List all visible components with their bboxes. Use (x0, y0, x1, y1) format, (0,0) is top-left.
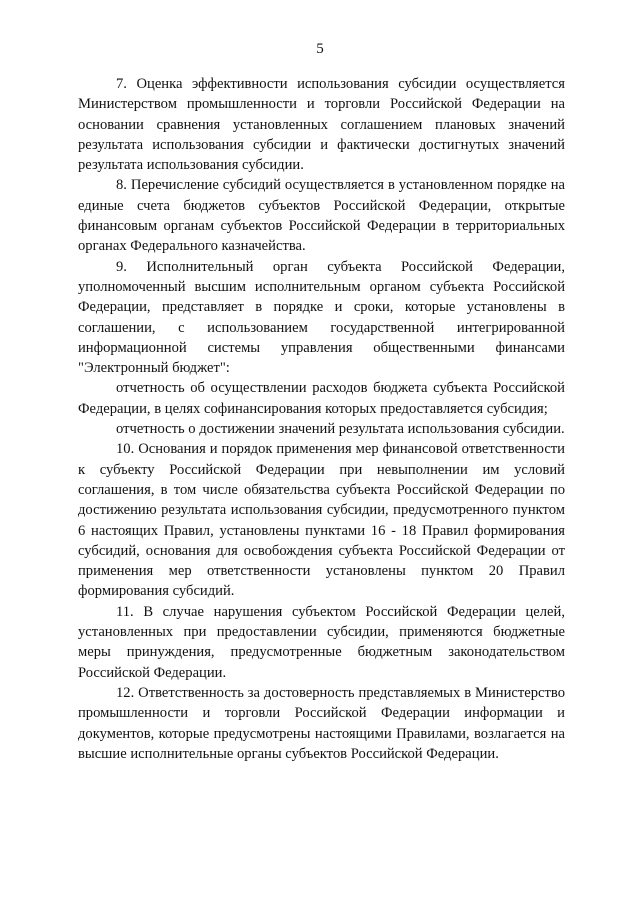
paragraph-7-evaluation: 7. Оценка эффективности использования субсидии осуществляется Министерством промышленности и торговли Российской Федерации на основании сравнения установленных соглашением плановых значений результата использования субсидии и фактически достигнутых значений результата использования субсидии. (78, 76, 565, 174)
paragraph-9-reporting: 9. Исполнительный орган субъекта Российской Федерации, уполномоченный высшим исполнительным органом субъекта Российской Федерации, представляет в порядке и сроки, которые установлены в соглашении, с использованием государственной интегрированной информационной системы управления общественными финансами "Электронный бюджет": (78, 258, 565, 377)
document-body (78, 74, 565, 764)
paragraph-8-transfer: 8. Перечисление субсидий осуществляется в установленном порядке на единые счета бюджетов субъектов Российской Федерации, открытые финансовым органам субъектов Российской Федерации в территориальных органах Федерального казначейства. (78, 177, 565, 255)
paragraph-11-violation: 11. В случае нарушения субъектом Российской Федерации целей, установленных при предоставлении субсидии, применяются бюджетные меры принуждения, предусмотренные бюджетным законодательством Российской Федерации. (78, 603, 565, 681)
paragraph-9-result-report: отчетность о достижении значений результата использования субсидии. (116, 421, 565, 438)
page-number: 5 (316, 41, 324, 57)
paragraph-10-liability: 10. Основания и порядок применения мер финансовой ответственности к субъекту Российской Федерации при невыполнении им условий соглашения, в том числе обязательства субъекта Российской Федерации по достижению результата использования субсидии, предусмотренного пунктом 6 настоящих Правил, установлены пунктами 16 - 18 Правил формирования субсидий, основания для освобождения субъекта Российской Федерации от применения мер ответственности установлены пунктом 20 Правил формирования субсидий. (78, 441, 565, 600)
paragraph-12-responsibility: 12. Ответственность за достоверность представляемых в Министерство промышленности и торговли Российской Федерации информации и документов, которые предусмотрены настоящими Правилами, возлагается на высшие исполнительные органы субъектов Российской Федерации. (78, 684, 565, 762)
paragraph-9-expense-report: отчетность об осуществлении расходов бюджета субъекта Российской Федерации, в целях софинансирования которых предоставляется субсидия; (78, 380, 565, 417)
